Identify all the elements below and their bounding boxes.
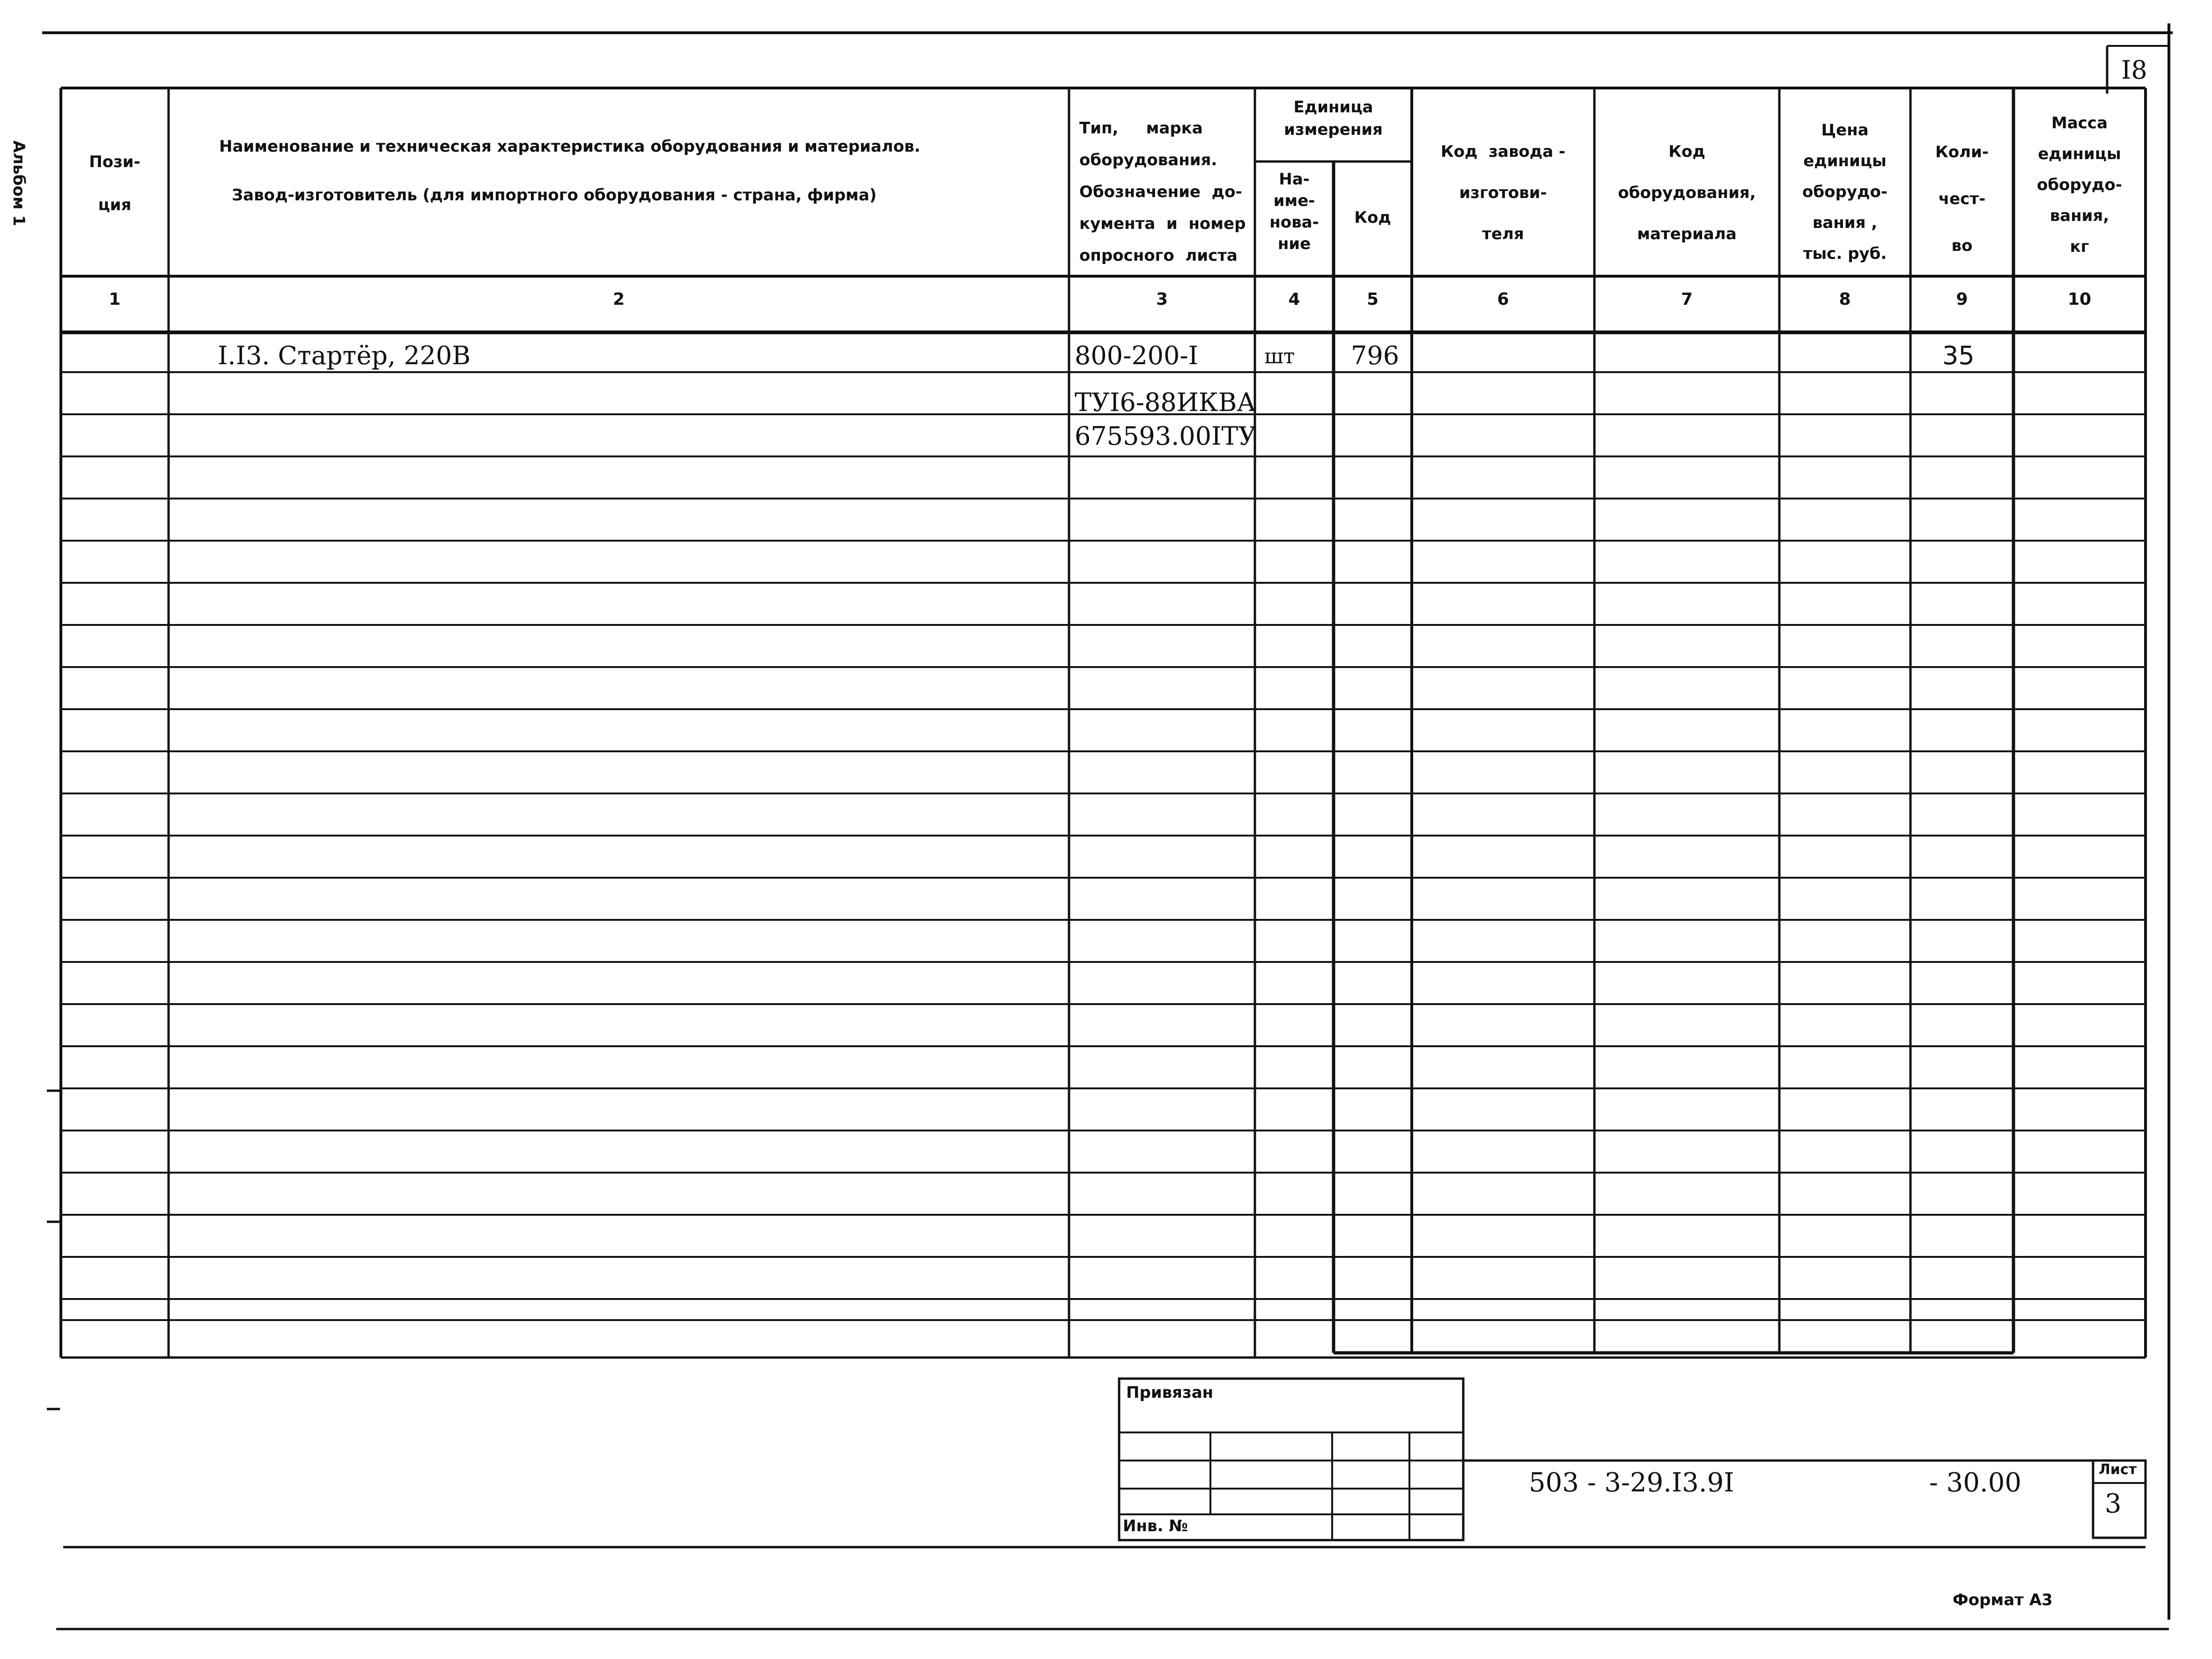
header-quantity: Коли- чест- во	[1935, 143, 1989, 255]
row-item-name: I.I3. Стартёр, 220В	[218, 341, 471, 370]
column-number: 1	[109, 290, 121, 309]
column-number: 5	[1366, 290, 1379, 309]
column-number: 3	[1156, 290, 1168, 309]
row-item-code: 796	[1351, 341, 1400, 370]
row-item-quantity: 35	[1942, 341, 1975, 370]
document-code: 503 - 3-29.I3.9I	[1529, 1468, 1734, 1498]
column-number: 10	[2067, 290, 2092, 309]
column-number: 9	[1956, 290, 1968, 309]
header-factory-code: Код завода - изготови- теля	[1440, 142, 1566, 243]
header-type: Тип, марка оборудования. Обозначение до- кумента и номер опросного листа	[1079, 119, 1246, 265]
header-unit-name: На- име- нова- ние	[1269, 170, 1319, 253]
column-number: 2	[612, 290, 625, 309]
sheet-label: Лист	[2099, 1461, 2137, 1478]
row-type-extra-2: 675593.00IТУ	[1075, 421, 1257, 451]
stamp-inventory-label: Инв. №	[1123, 1517, 1188, 1535]
format-label: Формат А3	[1953, 1591, 2053, 1609]
column-number: 8	[1839, 290, 1851, 309]
header-name-line1: Наименование и техническая характеристика оборудования и материалов.	[219, 137, 921, 156]
header-mass: Масса единицы оборудо- вания, кг	[2037, 114, 2122, 256]
stamp-bound-label: Привязан	[1126, 1383, 1214, 1402]
header-unit-group: Единица измерения	[1284, 98, 1383, 139]
row-item-type: 800-200-I	[1075, 341, 1198, 370]
column-number: 4	[1288, 290, 1300, 309]
header-name-line2: Завод-изготовитель (для импортного оборудования - страна, фирма)	[232, 186, 877, 205]
row-item-unit: шт	[1264, 345, 1295, 368]
header-equipment-code: Код оборудования, материала	[1618, 142, 1756, 243]
column-number: 7	[1681, 290, 1693, 309]
header-position: Пози- ция	[89, 153, 140, 214]
margin-label: Альбом 1	[9, 140, 28, 227]
sheet-number: 3	[2105, 1489, 2122, 1519]
row-type-extra-1: ТУI6-88ИКВА	[1075, 388, 1256, 417]
page-number: I8	[2121, 55, 2147, 85]
header-price: Цена единицы оборудо- вания , тыс. руб.	[1802, 121, 1888, 263]
header-unit-code: Код	[1354, 208, 1391, 227]
document-suffix: - 30.00	[1929, 1468, 2022, 1498]
column-number: 6	[1497, 290, 1509, 309]
